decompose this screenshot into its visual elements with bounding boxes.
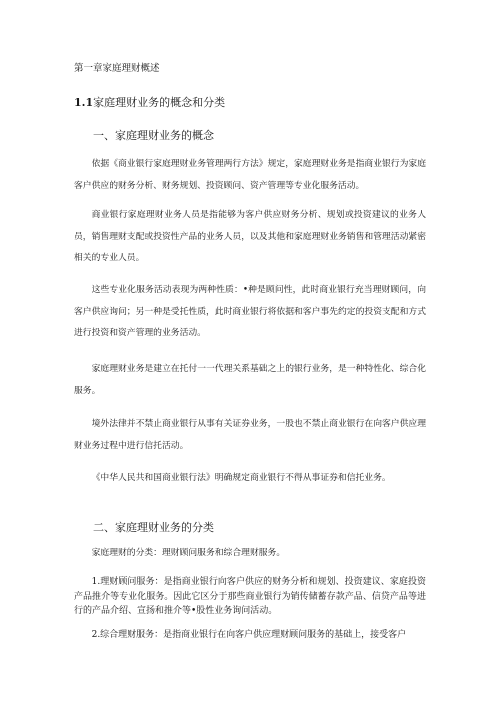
section-number: 1.1 <box>74 96 94 109</box>
paragraph: 境外法律并不禁止商业银行从事有关证券业务，一股也不禁止商业银行在向客户供应理财业务过程中进行信托活动。 <box>74 419 426 451</box>
chapter-title: 第一章家庭理财概述 <box>74 63 160 74</box>
section-title <box>74 95 225 111</box>
paragraph: 商业银行家庭理财业务人员是指能够为客户供应财务分析、规划或投资建议的业务人员，销售理财支配或投资性产品的业务人员，以及其他和家庭理财业务销售和管理活动紧密相关的专业人员。 <box>74 210 426 263</box>
list-item: 1.理财顾问服务：是指商业银行向客户供应的财务分析和规划、投资建议、家庭投资产品推介等专业化服务。因此它区分于那些商业银行为销传储蓄存款产品、信贷产品等进行的产品介绍、宣扬和推介等•股性业务询问活动。 <box>74 577 426 616</box>
section-title-text: 家庭理财业务的概念和分类 <box>93 96 226 109</box>
list-item: 2.综合理财服务：是指商业银行在向客户供应理财顾问服务的基础上，接受客户 <box>91 630 407 640</box>
paragraph: 家庭理财业务是建立在托付一一代理关系基础之上的银行业务，是一种特性化、综合化服务。 <box>74 364 426 396</box>
paragraph: 《中华人民共和国商业银行法》明确规定商业银行不得从事证券和信托业务。 <box>91 473 391 483</box>
paragraph: 这些专业化服务活动表现为两种性质：•种是顾问性，此时商业银行充当理财顾问，向客户供应询问；另一种是受托性质，此时商业银行将依据和客户事先约定的投资支配和方式进行投资和资产管理的业务活动。 <box>74 285 426 338</box>
subsection-heading-classification: 二、家庭理财业务的分类 <box>93 521 214 534</box>
paragraph-intro: 家庭理财的分类：理财顾问服务和综合理财服务。 <box>91 548 286 558</box>
paragraph: 依据《商业银行家庭理财业务管理两行方法》规定，家庭理财业务是指商业银行为家庭客户供应的财务分析、财务规划、投资顾问、资产管理等专业化服务活动。 <box>74 159 426 191</box>
subsection-heading-concept: 一、家庭理财业务的概念 <box>93 129 214 142</box>
